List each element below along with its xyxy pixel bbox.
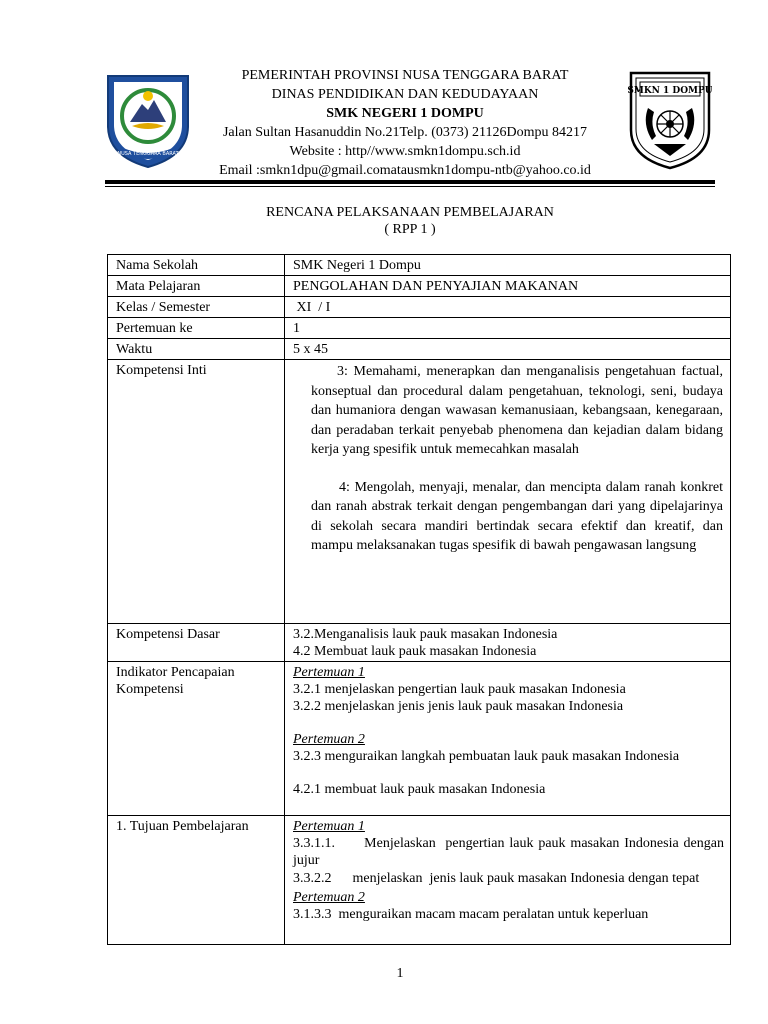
- table-row: [108, 624, 731, 662]
- label-tujuan: 1. Tujuan Pembelajaran: [108, 816, 285, 945]
- label-indikator: [108, 662, 285, 816]
- header-divider-thin: [105, 186, 715, 187]
- label-kelas: Kelas / Semester: [108, 297, 285, 318]
- label-waktu: Waktu: [108, 339, 285, 360]
- ntb-emblem-logo: [102, 70, 194, 170]
- table-row: [108, 662, 731, 816]
- table-row: [108, 360, 731, 624]
- ki-3-text: 3: Memahami, menerapkan dan menganalisis pengetahuan factual, konseptual dan procedural dalam pengetahuan, teknologi, seni, budaya dan humaniora dengan wawasan kemanusiaan, kebangsaan, kenegaraan, dan peradaban terkait penyebab phenomena dan kejadian dalam bidang kerja yang spesifik untuk memecahkan masalah: [311, 364, 723, 457]
- value-waktu: 5 x 45: [285, 339, 731, 360]
- header-school-name: SMK NEGERI 1 DOMPU: [326, 106, 484, 121]
- ntb-logo-text: NUSA TENGGARA BARAT: [117, 151, 179, 157]
- email-prefix: Email :: [219, 163, 260, 178]
- value-kompetensi-inti: [285, 360, 731, 624]
- email-secondary: smkn1dompu-ntb@yahoo.co.id: [413, 163, 591, 178]
- header-email: [195, 161, 615, 180]
- value-nama-sekolah: SMK Negeri 1 Dompu: [285, 255, 731, 276]
- table-row: [108, 318, 731, 339]
- indikator-item: 3.2.3 menguraikan langkah pembuatan lauk pauk masakan Indonesia: [293, 749, 680, 764]
- table-row: [108, 297, 731, 318]
- tujuan-item: 3.3.1.1. Menjelaskan pengertian lauk pauk masakan Indonesia dengan jujur: [293, 836, 728, 868]
- value-tujuan: [285, 816, 731, 945]
- label-pertemuan: Pertemuan ke: [108, 318, 285, 339]
- page-number: 1: [396, 966, 404, 981]
- email-separator: atau: [390, 163, 414, 178]
- letterhead: [195, 66, 615, 180]
- tujuan-pertemuan-2-heading: Pertemuan 2: [293, 890, 365, 905]
- indikator-label-line1: Indikator Pencapaian: [116, 665, 235, 680]
- title-main: RENCANA PELAKSANAAN PEMBELAJARAN: [266, 205, 554, 220]
- ki-4-text: 4: Mengolah, menyaji, menalar, dan mencipta dalam ranah konkret dan ranah abstrak terkait dengan pengembangan dari yang dipelajarinya di sekolah secara mandiri bertindak secara efektif dan kreatif, dan mampu melaksanakan tugas spesifik di bawah pengawasan langsung: [311, 479, 723, 553]
- email-primary: smkn1dpu@gmail.com: [259, 163, 391, 178]
- tujuan-item: 3.1.3.3 menguraikan macam macam peralatan untuk keperluan: [293, 907, 649, 922]
- kd-item: 3.2.Menganalisis lauk pauk masakan Indonesia: [293, 627, 558, 642]
- header-divider-thick: [105, 180, 715, 184]
- table-row: [108, 255, 731, 276]
- value-pertemuan: 1: [285, 318, 731, 339]
- header-government: PEMERINTAH PROVINSI NUSA TENGGARA BARAT: [241, 68, 569, 83]
- kd-item: 4.2 Membuat lauk pauk masakan Indonesia: [293, 644, 537, 659]
- pertemuan-1-heading: Pertemuan 1: [293, 665, 365, 680]
- header-department: DINAS PENDIDIKAN DAN KEDUDAYAAN: [271, 87, 539, 102]
- indikator-item: 4.2.1 membuat lauk pauk masakan Indonesia: [293, 782, 546, 797]
- label-kompetensi-dasar: Kompetensi Dasar: [108, 624, 285, 662]
- label-nama-sekolah: Nama Sekolah: [108, 255, 285, 276]
- school-logo-text: SMKN 1 DOMPU: [628, 86, 712, 96]
- indikator-item: 3.2.1 menjelaskan pengertian lauk pauk masakan Indonesia: [293, 682, 626, 697]
- table-row: [108, 339, 731, 360]
- value-kompetensi-dasar: [285, 624, 731, 662]
- value-mata-pelajaran: PENGOLAHAN DAN PENYAJIAN MAKANAN: [285, 276, 731, 297]
- title-sub: ( RPP 1 ): [384, 222, 436, 237]
- value-kelas: XI / I: [285, 297, 731, 318]
- header-website: Website : http//www.smkn1dompu.sch.id: [289, 144, 521, 159]
- value-indikator: [285, 662, 731, 816]
- indikator-label-line2: Kompetensi: [116, 682, 184, 697]
- tujuan-pertemuan-1-heading: Pertemuan 1: [293, 819, 365, 834]
- rpp-identity-table: [107, 254, 731, 945]
- table-row: [108, 276, 731, 297]
- header-address: Jalan Sultan Hasanuddin No.21Telp. (0373) 21126Dompu 84217: [222, 125, 587, 140]
- indikator-item: 3.2.2 menjelaskan jenis jenis lauk pauk masakan Indonesia: [293, 699, 624, 714]
- document-title: [105, 204, 715, 238]
- school-logo: [628, 70, 712, 170]
- tujuan-item: 3.3.2.2 menjelaskan jenis lauk pauk masakan Indonesia dengan tepat: [293, 871, 700, 886]
- table-row: [108, 816, 731, 945]
- pertemuan-2-heading: Pertemuan 2: [293, 732, 365, 747]
- label-mata-pelajaran: Mata Pelajaran: [108, 276, 285, 297]
- label-kompetensi-inti: Kompetensi Inti: [108, 360, 285, 624]
